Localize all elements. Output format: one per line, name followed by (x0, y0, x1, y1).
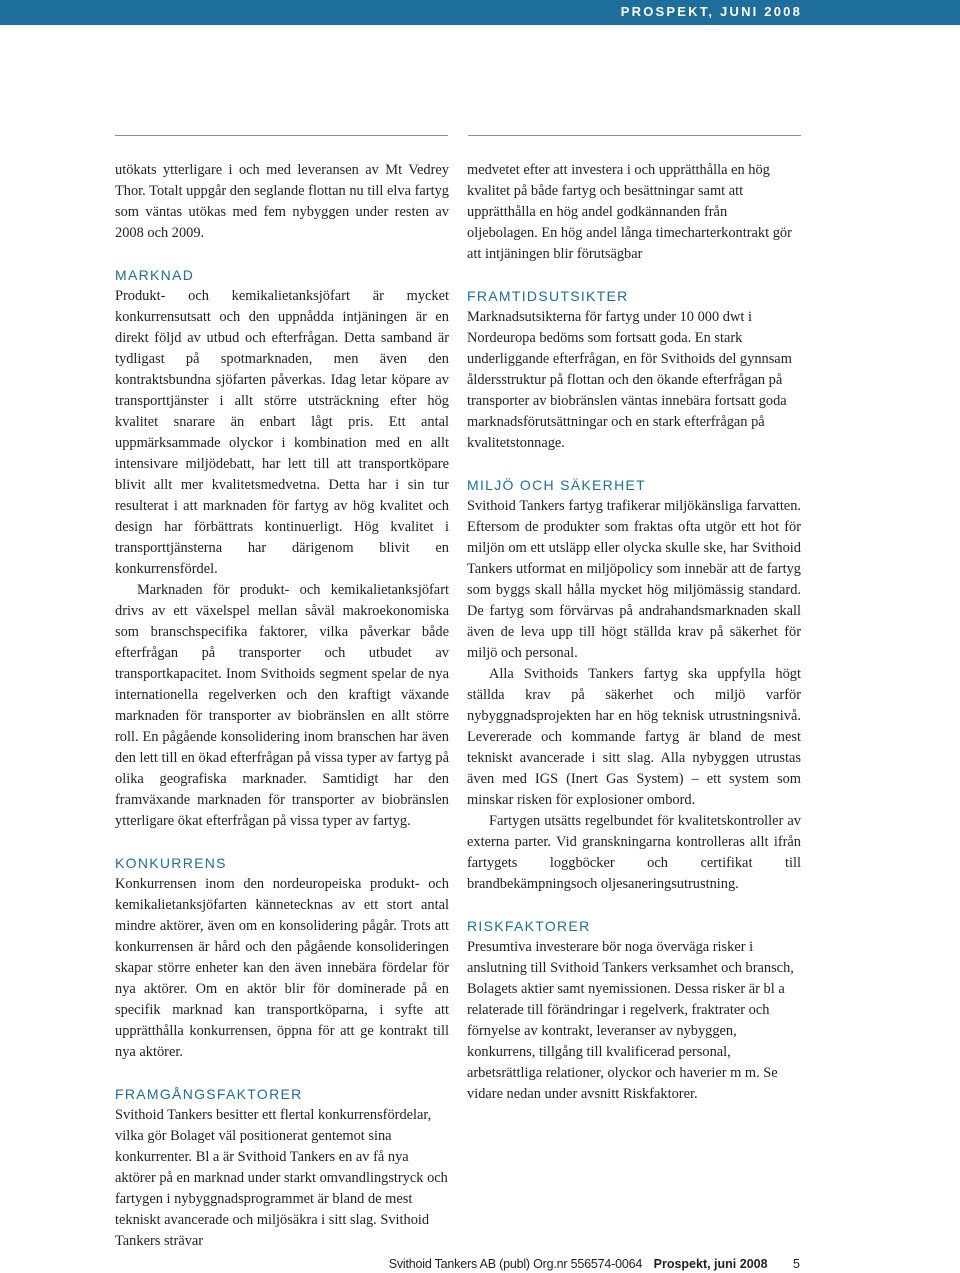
paragraph: Svithoid Tankers besitter ett flertal konkurrensfördelar, vilka gör Bolaget väl positionerat gentemot sina konkurrenter. Bl a är Svithoid Tankers en av få nya aktörer på en marknad under starkt omvandlingstryck och fartygen i nybyggnadsprogrammet är bland de mest tekniskt avancerade och miljösäkra i sitt slag. Svithoid Tankers strävar (115, 1107, 448, 1249)
paragraph: Alla Svithoids Tankers fartyg ska uppfylla högt ställda krav på säkerhet och miljö varför nybyggnadsprojekten har en hög teknisk utrustningsnivå. Levererade och kommande fartyg är bland de mest tekniskt avancerade i sitt slag. Alla nybyggen utrustas även med IGS (Inert Gas System) – ett system som minskar risken för explosioner ombord. (467, 666, 801, 808)
paragraph: Presumtiva investerare bör noga överväga risker i anslutning till Svithoid Tankers verksamhet och bransch, Bolagets aktier samt nyemissionen. Dessa risker är bl a relaterade till förändringar i regelverk, fraktrater och förnyelse av kontrakt, leveranser av nybyggen, konkurrens, tillgång till kvalificerad personal, arbetsrättliga relationer, olyckor och haverier m m. Se vidare nedan under avsnitt Riskfaktorer. (467, 939, 794, 1102)
page-number: 5 (793, 1257, 800, 1271)
page-footer (389, 1257, 800, 1271)
footer-document: Prospekt, juni 2008 (653, 1257, 768, 1271)
footer-company: Svithoid Tankers AB (publ) Org.nr 556574-0064 (388, 1257, 643, 1271)
column-left (115, 160, 449, 1252)
paragraph: Marknadsutsikterna för fartyg under 10 000 dwt i Nordeuropa bedöms som fortsatt goda. En stark underliggande efterfrågan, en för Svithoids del gynnsam åldersstruktur på flottan och den ökande efterfrågan på transporter av biobränslen väntas innebära fortsatt goda marknadsförutsättningar och en stark efterfrågan på kvalitetstonnage. (467, 309, 792, 451)
heading-riskfaktorer: RISKFAKTORER (467, 918, 591, 934)
document-title: PROSPEKT, JUNI 2008 (620, 4, 802, 19)
divider-left (115, 135, 448, 136)
heading-framgangsfaktorer: FRAMGÅNGSFAKTORER (115, 1086, 303, 1102)
paragraph: Produkt- och kemikalietanksjöfart är mycket konkurrensutsatt och den uppnådda intjäningen är en direkt följd av utbud och efterfrågan. Detta samband är tydligast på spotmarknaden, men även den kontraktsbundna sjöfarten påverkas. Idag letar köpare av transporttjänster i allt större utsträckning efter hög kvalitet snarare än enbart lågt pris. Ett antal uppmärksammade olyckor i kombination med en allt intensivare miljödebatt, har lett till att transportköpare blivit allt mer kvalitetsmedvetna. Detta har i sin tur resulterat i att marknaden för fartyg av hög kvalitet och design har förbättrats kontinuerligt. Hög kvalitet i transporttjänsterna har därigenom blivit en konkurrensfördel. (115, 288, 449, 577)
divider-right (468, 135, 801, 136)
paragraph: Svithoid Tankers fartyg trafikerar miljökänsliga farvatten. Eftersom de produkter som fraktas ofta utgör ett hot för miljön om ett utsläpp eller olycka skulle ske, har Svithoid Tankers utformat en miljöpolicy som innebär att de fartyg som byggs skall hålla mycket hög miljömässig standard. De fartyg som förvärvas på andrahandsmarknaden skall även de leva upp till högt ställda krav på säkerhet för miljö och personal. (467, 498, 801, 661)
paragraph: Fartygen utsätts regelbundet för kvalitetskontroller av externa parter. Vid granskningarna kontrolleras allt ifrån fartygets loggböcker och certifikat till brandbekämpningsoch oljesaneringsutrustning. (467, 813, 801, 892)
heading-konkurrens: KONKURRENS (115, 855, 227, 871)
column-right (467, 160, 801, 1105)
paragraph: Marknaden för produkt- och kemikalietanksjöfart drivs av ett växelspel mellan såväl makroekonomiska som branschspecifika faktorer, vilka påverkar både efterfrågan på transporter och utbudet av transportkapacitet. Inom Svithoids segment spelar de nya internationella regelverken och den kraftigt växande marknaden för transporter av biobränslen en allt större roll. En pågående konsolidering inom branschen har även den lett till en ökad efterfrågan på vissa typer av fartyg på olika geografiska marknader. Samtidigt har den framväxande marknaden för transporter av biobränslen ytterligare ökat efterfrågan på vissa typer av fartyg. (115, 582, 449, 829)
paragraph: Konkurrensen inom den nordeuropeiska produkt- och kemikalietanksjöfarten kännetecknas av ett stort antal mindre aktörer, även om en konsolidering pågår. Trots att konkurrensen är hård och den pågående konsolideringen skapar större enheter kan den även innebära fördelar för nya aktörer. Om en aktör blir för dominerade på en specifik marknad kan transportköparna, i syfte att upprätthålla konkurrensen, öppna för att ge kontrakt till nya aktörer. (115, 876, 449, 1060)
heading-framtidsutsikter: FRAMTIDSUTSIKTER (467, 288, 629, 304)
header-bar (0, 0, 960, 25)
paragraph: utökats ytterligare i och med leveransen av Mt Vedrey Thor. Totalt uppgår den seglande flottan nu till elva fartyg som väntas utökas med fem nybyggen under resten av 2008 och 2009. (115, 162, 449, 241)
paragraph: medvetet efter att investera i och upprätthålla en hög kvalitet på både fartyg och besättningar samt att upprätthålla en hög andel godkännanden från oljebolagen. En hög andel långa timecharterkontrakt gör att intjäningen blir förutsägbar (467, 162, 792, 262)
heading-miljo-och-sakerhet: MILJÖ OCH SÄKERHET (467, 477, 646, 493)
heading-marknad: MARKNAD (115, 267, 195, 283)
